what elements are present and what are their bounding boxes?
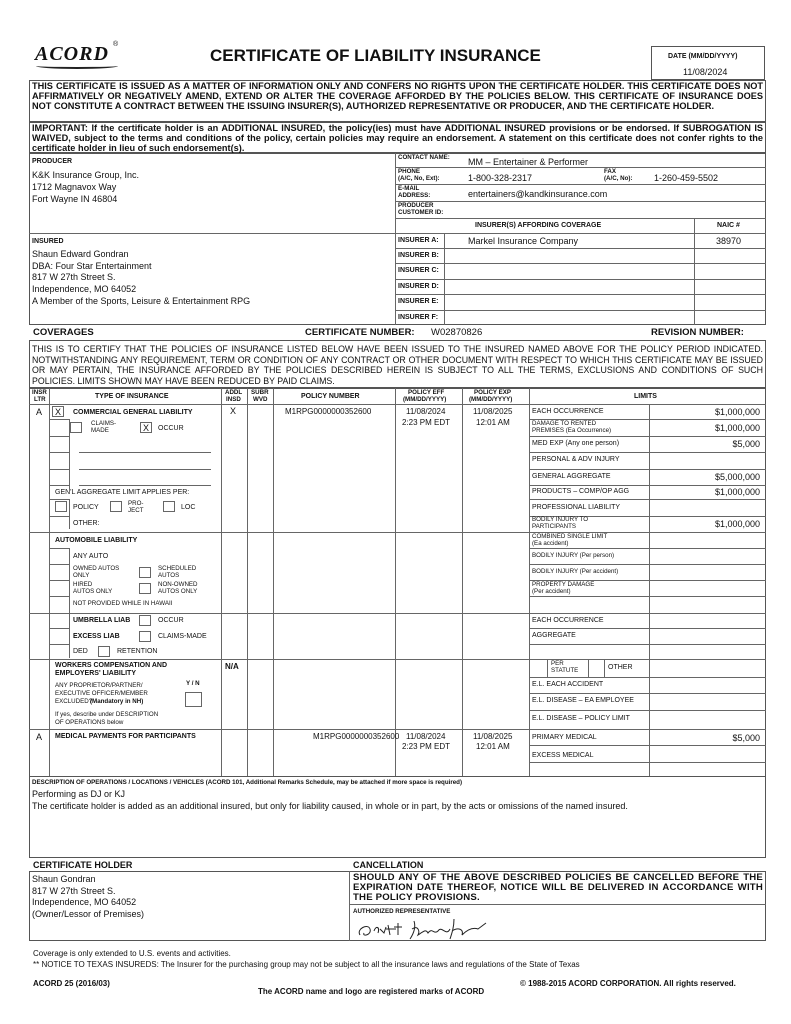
- gl-agg-project-checkbox[interactable]: [110, 501, 122, 512]
- gl-insr-ltr: A: [36, 407, 43, 417]
- insured-line4: Independence, MO 64052: [32, 284, 137, 294]
- authorized-rep-label: AUTHORIZED REPRESENTATIVE: [353, 908, 451, 915]
- wc-other: OTHER: [608, 664, 633, 671]
- col-eff: POLICY EFF: [408, 389, 445, 396]
- col-exp-fmt: (MM/DD/YYYY): [469, 396, 513, 403]
- wc-na: N/A: [225, 662, 239, 671]
- important-text: IMPORTANT: If the certificate holder is an ADDITIONAL INSURED, the policy(ies) must have ADDITIONAL INSURED provisions or be endorsed. If SUBROGATION IS WAIVED, subject to the terms and conditions of the policy, certain policies may require an endorsement. A statement on this certificate does not confer rights to the certificate holder in lieu of such endorsement(s).: [32, 123, 763, 153]
- footer-note1: Coverage is only extended to U.S. events and activities.: [33, 949, 231, 958]
- gl-exp-date: 11/08/2025: [473, 407, 513, 416]
- insurer-f-label: INSURER F:: [398, 314, 439, 321]
- col-wvd: WVD: [253, 396, 268, 403]
- med-eff-time: 2:23 PM EDT: [402, 742, 451, 751]
- col-ltr: LTR: [34, 396, 46, 403]
- producer-addr2: Fort Wayne IN 46804: [32, 194, 118, 204]
- med-exp-date: 11/08/2025: [473, 732, 513, 741]
- umb-claims-made: CLAIMS-MADE: [158, 633, 207, 640]
- lim-pd1: PROPERTY DAMAGE: [532, 581, 595, 588]
- revision-number-label: REVISION NUMBER:: [651, 327, 744, 338]
- auto-label: AUTOMOBILE LIABILITY: [55, 537, 138, 544]
- val-bodily-participants: $1,000,000: [714, 519, 760, 529]
- email-label: E-MAIL: [398, 185, 420, 192]
- col-exp: POLICY EXP: [474, 389, 512, 396]
- lim-personal-adv: PERSONAL & ADV INJURY: [532, 456, 620, 463]
- email-value[interactable]: entertainers@kandkinsurance.com: [468, 189, 608, 199]
- auto-scheduled2: AUTOS: [158, 572, 180, 579]
- auto-scheduled-checkbox[interactable]: [139, 567, 151, 578]
- cancellation-text: SHOULD ANY OF THE ABOVE DESCRIBED POLICIES BE CANCELLED BEFORE THE EXPIRATION DATE THEREOF, NOTICE WILL BE DELIVERED IN ACCORDANCE WITH THE POLICY PROVISIONS.: [353, 872, 763, 903]
- gl-claims-made-label1: CLAIMS-: [91, 420, 117, 427]
- auto-nonowned2: AUTOS ONLY: [158, 588, 198, 595]
- wc-desc1: If yes, describe under DESCRIPTION: [55, 711, 159, 718]
- lim-csl2: (Ea accident): [532, 540, 569, 547]
- wc-statute: STATUTE: [551, 667, 579, 674]
- acord-marks: The ACORD name and logo are registered marks of ACORD: [258, 987, 485, 996]
- wc-desc2: OF OPERATIONS below: [55, 719, 124, 726]
- coverages-label: COVERAGES: [33, 327, 94, 338]
- fax-value[interactable]: 1-260-459-5502: [654, 173, 719, 183]
- gl-agg-project-label2: JECT: [128, 507, 144, 514]
- contact-name-label: CONTACT NAME:: [398, 154, 450, 161]
- med-eff-date: 11/08/2024: [406, 732, 446, 741]
- insured-line2: DBA: Four Star Entertainment: [32, 261, 152, 271]
- holder-label: CERTIFICATE HOLDER: [33, 860, 133, 870]
- email-sub-label: ADDRESS:: [398, 192, 431, 199]
- authorized-signature: [354, 917, 494, 941]
- producer-customer-id-sub: CUSTOMER ID:: [398, 209, 444, 216]
- insurers-header: INSURER(S) AFFORDING COVERAGE: [475, 222, 602, 229]
- producer-name: K&K Insurance Group, Inc.: [32, 170, 140, 180]
- gl-exp-time: 12:01 AM: [476, 418, 510, 427]
- wc-label1: WORKERS COMPENSATION AND: [55, 662, 167, 669]
- wc-prop3b: (Mandatory in NH): [90, 698, 144, 705]
- excess-liab: EXCESS LIAB: [73, 633, 120, 640]
- lim-el-disease-pol: E.L. DISEASE – POLICY LIMIT: [532, 715, 630, 722]
- umb-retention: RETENTION: [117, 648, 158, 655]
- wc-excluded-checkbox[interactable]: [185, 692, 202, 707]
- val-products: $1,000,000: [714, 487, 760, 497]
- lim-primary-medical: PRIMARY MEDICAL: [532, 734, 597, 741]
- lim-el-each: E.L. EACH ACCIDENT: [532, 681, 604, 688]
- gl-claims-made-checkbox[interactable]: [70, 422, 82, 433]
- med-label: MEDICAL PAYMENTS FOR PARTICIPANTS: [55, 733, 196, 740]
- naic-header: NAIC #: [717, 222, 740, 229]
- notice-text: THIS CERTIFICATE IS ISSUED AS A MATTER OF INFORMATION ONLY AND CONFERS NO RIGHTS UPON THE CERTIFICATE HOLDER. THIS CERTIFICATE DOES NOT AFFIRMATIVELY OR NEGATIVELY AMEND, EXTEND OR ALTER THE COVERAGE AFFORDED BY THE POLICIES BELOW. THIS CERTIFICATE OF INSURANCE DOES NOT CONSTITUTE A CONTRACT BETWEEN THE ISSUING INSURER(S), AUTHORIZED REPRESENTATIVE OR PRODUCER, AND THE CERTIFICATE HOLDER.: [32, 81, 763, 111]
- description-label: DESCRIPTION OF OPERATIONS / LOCATIONS / VEHICLES (ACORD 101, Additional Remarks Schedule, may be attached if more space is required): [32, 779, 463, 786]
- footer-note2: ** NOTICE TO TEXAS INSUREDS: The Insurer for the purchasing group may not be subject to all the insurance laws and regulations of the State of Texas: [33, 960, 580, 969]
- lim-bodily-participants2: PARTICIPANTS: [532, 523, 577, 530]
- gl-agg-loc-checkbox[interactable]: [163, 501, 175, 512]
- certify-text: THIS IS TO CERTIFY THAT THE POLICIES OF INSURANCE LISTED BELOW HAVE BEEN ISSUED TO THE INSURED NAMED ABOVE FOR THE POLICY PERIOD INDICATED. NOTWITHSTANDING ANY REQUIREMENT, TERM OR CONDITION OF ANY CONTRACT OR OTHER DOCUMENT WITH RESPECT TO WHICH THIS CERTIFICATE MAY BE ISSUED OR MAY PERTAIN, THE INSURANCE AFFORDED BY THE POLICIES DESCRIBED HEREIN IS SUBJECT TO ALL THE TERMS, EXCLUSIONS AND CONDITIONS OF SUCH POLICIES. LIMITS SHOWN MAY HAVE BEEN REDUCED BY PAID CLAIMS.: [32, 344, 763, 386]
- val-med-exp: $5,000: [732, 439, 760, 449]
- lim-general-aggregate: GENERAL AGGREGATE: [532, 473, 611, 480]
- col-limits: LIMITS: [634, 393, 657, 400]
- lim-each-occurrence: EACH OCCURRENCE: [532, 408, 604, 415]
- lim-pd2: (Per accident): [532, 588, 571, 595]
- gl-aggregate-label: GEN'L AGGREGATE LIMIT APPLIES PER:: [55, 489, 190, 496]
- fax-sub-label: (A/C, No):: [604, 175, 633, 182]
- phone-value[interactable]: 1-800-328-2317: [468, 173, 533, 183]
- med-insr-ltr: A: [36, 732, 43, 742]
- gl-addl-insd: X: [230, 406, 237, 416]
- wc-per: PER: [551, 660, 564, 667]
- umb-claims-checkbox[interactable]: [139, 631, 151, 642]
- gl-policy-number: M1RPG0000000352600: [285, 407, 372, 416]
- logo-registered-mark: ®: [113, 41, 119, 48]
- gl-occur-label: OCCUR: [158, 425, 184, 432]
- date-label: DATE (MM/DD/YYYY): [668, 53, 738, 60]
- cancellation-label: CANCELLATION: [353, 860, 424, 870]
- auto-any: ANY AUTO: [73, 553, 109, 560]
- wc-prop2: EXECUTIVE OFFICER/MEMBER: [55, 690, 148, 697]
- producer-label: PRODUCER: [32, 158, 73, 165]
- description-line1: Performing as DJ or KJ: [32, 789, 126, 799]
- gl-agg-policy-label: POLICY: [73, 504, 99, 511]
- gl-label: COMMERCIAL GENERAL LIABILITY: [73, 409, 193, 416]
- gl-eff-date: 11/08/2024: [406, 407, 446, 416]
- description-box: [29, 776, 766, 858]
- gl-eff-time: 2:23 PM EDT: [402, 418, 451, 427]
- insured-line3: 817 W 27th Street S.: [32, 272, 116, 282]
- lim-umb-agg: AGGREGATE: [532, 632, 576, 639]
- insurer-c-label: INSURER C:: [398, 267, 439, 274]
- holder-line1: Shaun Gondran: [32, 874, 96, 884]
- umb-retention-checkbox[interactable]: [98, 646, 110, 657]
- lim-damage-rented2: PREMISES (Ea Occurrence): [532, 427, 612, 434]
- insurer-a-naic: 38970: [716, 236, 742, 246]
- gl-occur-checkbox[interactable]: X: [140, 422, 152, 433]
- auto-nonowned-checkbox[interactable]: [139, 583, 151, 594]
- val-general-aggregate: $5,000,000: [714, 472, 760, 482]
- lim-bodily-participants1: BODILY INJURY TO: [532, 516, 589, 523]
- certificate-number[interactable]: W02870826: [431, 327, 483, 338]
- holder-line4: (Owner/Lessor of Premises): [32, 909, 145, 919]
- insurer-a-name: Markel Insurance Company: [468, 236, 579, 246]
- lim-bi-accident: BODILY INJURY (Per accident): [532, 568, 619, 575]
- umb-occur: OCCUR: [158, 617, 184, 624]
- col-eff-fmt: (MM/DD/YYYY): [403, 396, 447, 403]
- val-each-occurrence: $1,000,000: [714, 407, 760, 417]
- val-primary-medical: $5,000: [732, 733, 760, 743]
- form-id: ACORD 25 (2016/03): [33, 979, 110, 988]
- insured-line1: Shaun Edward Gondran: [32, 249, 129, 259]
- auto-hired2: AUTOS ONLY: [73, 588, 113, 595]
- lim-med-exp: MED EXP (Any one person): [532, 440, 620, 447]
- lim-products: PRODUCTS – COMP/OP AGG: [532, 488, 630, 495]
- auto-owned1: OWNED AUTOS: [73, 565, 120, 572]
- producer-customer-id-label: PRODUCER: [398, 202, 434, 209]
- auto-scheduled1: SCHEDULED: [158, 565, 197, 572]
- auto-hawaii: NOT PROVIDED WHILE IN HAWAII: [73, 600, 173, 607]
- gl-claims-made-label2: MADE: [91, 427, 109, 434]
- col-insd: INSD: [226, 396, 241, 403]
- insurer-d-label: INSURER D:: [398, 283, 439, 290]
- logo-swoosh: [36, 63, 118, 69]
- wc-label2: EMPLOYERS' LIABILITY: [55, 670, 137, 677]
- gl-agg-policy-checkbox[interactable]: [55, 501, 67, 512]
- col-policy-number: POLICY NUMBER: [301, 393, 360, 400]
- col-subr: SUBR: [251, 389, 269, 396]
- auto-owned2: ONLY: [73, 572, 90, 579]
- lim-el-disease-emp: E.L. DISEASE – EA EMPLOYEE: [532, 697, 634, 704]
- form-title: CERTIFICATE OF LIABILITY INSURANCE: [210, 46, 541, 65]
- lim-professional: PROFESSIONAL LIABILITY: [532, 504, 621, 511]
- lim-bi-person: BODILY INJURY (Per person): [532, 552, 615, 559]
- phone-label: PHONE: [398, 168, 421, 175]
- insured-label: INSURED: [32, 238, 64, 245]
- med-policy-number: M1RPG0000000352600: [313, 732, 400, 741]
- auto-nonowned1: NON-OWNED: [158, 581, 198, 588]
- wc-yn: Y / N: [186, 680, 200, 687]
- col-type: TYPE OF INSURANCE: [95, 393, 169, 400]
- gl-checkbox[interactable]: X: [52, 406, 64, 417]
- insurer-a-label: INSURER A:: [398, 237, 439, 244]
- wc-prop3: EXCLUDED?: [55, 698, 93, 705]
- lim-umb-each: EACH OCCURRENCE: [532, 617, 604, 624]
- gl-agg-project-label1: PRO-: [128, 500, 144, 507]
- umb-occur-checkbox[interactable]: [139, 615, 151, 626]
- copyright: © 1988-2015 ACORD CORPORATION. All rights reserved.: [520, 979, 736, 988]
- insured-line5: A Member of the Sports, Leisure & Entertainment RPG: [32, 296, 251, 306]
- col-addl: ADDL: [225, 389, 243, 396]
- col-insr: INSR: [32, 389, 47, 396]
- umbrella-liab: UMBRELLA LIAB: [73, 617, 131, 624]
- date-value[interactable]: 11/08/2024: [683, 67, 728, 77]
- med-exp-time: 12:01 AM: [476, 742, 510, 751]
- holder-line3: Independence, MO 64052: [32, 897, 137, 907]
- gl-agg-loc-label: LOC: [181, 504, 196, 511]
- lim-csl1: COMBINED SINGLE LIMIT: [532, 533, 608, 540]
- phone-sub-label: (A/C, No, Ext):: [398, 175, 440, 182]
- acord-logo: ACORD: [35, 43, 109, 65]
- producer-addr1: 1712 Magnavox Way: [32, 182, 117, 192]
- lim-damage-rented1: DAMAGE TO RENTED: [532, 420, 597, 427]
- contact-name[interactable]: MM – Entertainer & Performer: [468, 157, 589, 167]
- gl-other-label: OTHER:: [73, 520, 100, 527]
- fax-label: FAX: [604, 168, 617, 175]
- umb-ded: DED: [73, 648, 88, 655]
- description-line2: The certificate holder is added as an additional insured, but only for liability caused, in whole or in part, by the acts or omissions of the named insured.: [32, 801, 628, 811]
- val-damage-rented: $1,000,000: [714, 423, 760, 433]
- auto-hired1: HIRED: [73, 581, 93, 588]
- lim-excess-medical: EXCESS MEDICAL: [532, 752, 594, 759]
- insurer-e-label: INSURER E:: [398, 298, 439, 305]
- certificate-number-label: CERTIFICATE NUMBER:: [305, 327, 415, 338]
- wc-prop1: ANY PROPRIETOR/PARTNER/: [55, 682, 143, 689]
- holder-line2: 817 W 27th Street S.: [32, 886, 116, 896]
- insurer-b-label: INSURER B:: [398, 252, 439, 259]
